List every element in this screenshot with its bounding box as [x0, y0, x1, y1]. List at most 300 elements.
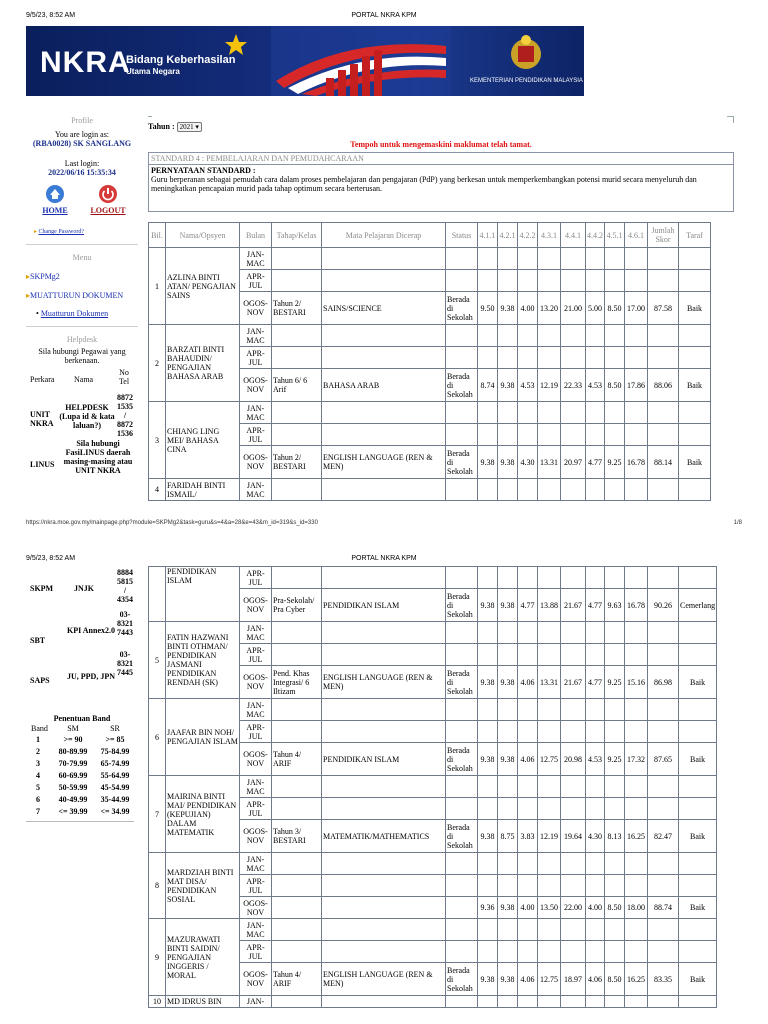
- nama-cell: BARZATI BINTI BAHAUDIN/ PENGAJIAN BAHASA ARAB: [166, 325, 240, 402]
- empty-cell: [322, 798, 446, 820]
- empty-cell: [322, 567, 446, 589]
- banner-line-1: Bidang Keberhasilan: [126, 54, 236, 66]
- empty-cell: [538, 721, 561, 743]
- score-cell: 9.38: [478, 589, 498, 622]
- empty-cell: [478, 402, 498, 424]
- empty-cell: [446, 622, 478, 644]
- empty-cell: [518, 875, 538, 897]
- empty-cell: [272, 402, 322, 424]
- submenu-label[interactable]: Muatturun Dokumen: [40, 309, 109, 318]
- bullet-arrow-icon: ▸: [26, 272, 31, 281]
- empty-cell: [272, 479, 322, 501]
- score-cell: 12.75: [538, 963, 561, 996]
- skpm-tel: 8884 5815 / 4354: [117, 568, 133, 604]
- bil-cell: 9: [149, 919, 166, 996]
- empty-cell: [498, 248, 518, 270]
- empty-cell: [518, 270, 538, 292]
- saps-tel: 03-8321 7445: [117, 650, 133, 677]
- table-row: [149, 248, 711, 270]
- empty-cell: [538, 424, 561, 446]
- empty-cell: [679, 776, 717, 798]
- empty-cell: [538, 644, 561, 666]
- bulan-cell: OGOS-NOV: [240, 369, 272, 402]
- empty-cell: [498, 402, 518, 424]
- bil-cell: 1: [149, 248, 166, 325]
- empty-cell: [586, 919, 605, 941]
- empty-cell: [446, 424, 478, 446]
- empty-cell: [322, 721, 446, 743]
- empty-cell: [561, 325, 586, 347]
- empty-cell: [561, 347, 586, 369]
- bulan-cell: OGOS-NOV: [240, 820, 272, 853]
- subjek-cell: PENDIDIKAN ISLAM: [322, 589, 446, 622]
- linus-name: Sila hubungi FasiLINUS daerah masing-masing atau UNIT NKRA: [63, 439, 133, 475]
- empty-cell: [446, 644, 478, 666]
- menu-item-skpmg2-label[interactable]: SKPMg2: [30, 272, 60, 281]
- empty-cell: [272, 776, 322, 798]
- score-cell: 13.50: [538, 897, 561, 919]
- tahun-label: Tahun :: [148, 122, 175, 131]
- empty-cell: [605, 699, 625, 721]
- empty-cell: [518, 347, 538, 369]
- score-cell: 22.33: [561, 369, 586, 402]
- bulan-cell: JAN-MAC: [240, 325, 272, 347]
- score-cell: 4.30: [586, 820, 605, 853]
- empty-cell: [679, 941, 717, 963]
- score-cell: 9.38: [498, 666, 518, 699]
- empty-cell: [498, 622, 518, 644]
- empty-cell: [518, 721, 538, 743]
- bulan-cell: OGOS-NOV: [240, 897, 272, 919]
- saps-name: JU, PPD, JPN: [67, 672, 115, 681]
- band-row: [30, 782, 136, 794]
- empty-cell: [625, 996, 648, 1008]
- change-password-label[interactable]: Change Password?: [38, 229, 85, 235]
- linus-label: LINUS: [30, 460, 55, 469]
- band-cell: 2: [36, 747, 40, 756]
- band-cell: <= 34.99: [100, 807, 130, 816]
- bil-cell: [149, 567, 166, 622]
- empty-cell: [518, 644, 538, 666]
- empty-cell: [586, 875, 605, 897]
- menu-item-muatturun[interactable]: [26, 291, 138, 300]
- score-cell: 17.32: [625, 743, 648, 776]
- empty-cell: [561, 622, 586, 644]
- home-button[interactable]: [40, 184, 70, 215]
- empty-cell: [586, 424, 605, 446]
- empty-cell: [446, 402, 478, 424]
- empty-cell: [648, 325, 679, 347]
- empty-cell: [538, 325, 561, 347]
- empty-cell: [561, 776, 586, 798]
- empty-cell: [561, 424, 586, 446]
- table-row: [149, 622, 717, 644]
- empty-cell: [605, 996, 625, 1008]
- empty-cell: [538, 270, 561, 292]
- band-cell: 1: [36, 735, 40, 744]
- empty-cell: [648, 941, 679, 963]
- empty-cell: [272, 622, 322, 644]
- jumlah-cell: 82.47: [648, 820, 679, 853]
- empty-cell: [625, 622, 648, 644]
- score-cell: 21.67: [561, 666, 586, 699]
- menu-item-skpmg2[interactable]: [26, 272, 138, 281]
- score-cell: 8.50: [605, 963, 625, 996]
- empty-cell: [446, 776, 478, 798]
- empty-cell: [446, 941, 478, 963]
- empty-cell: [561, 721, 586, 743]
- kelas-cell: Tahun 3/ BESTARI: [272, 820, 322, 853]
- unit-nkra-label: UNIT NKRA: [30, 410, 54, 428]
- empty-cell: [648, 919, 679, 941]
- score-cell: 19.64: [561, 820, 586, 853]
- empty-cell: [498, 776, 518, 798]
- score-cell: 4.77: [586, 589, 605, 622]
- change-password-link[interactable]: [34, 228, 138, 235]
- menu-item-muatturun-label[interactable]: MUATTURUN DOKUMEN: [30, 291, 124, 300]
- empty-cell: [478, 424, 498, 446]
- score-cell: 13.31: [538, 446, 561, 479]
- bulan-cell: JAN-MAC: [240, 248, 272, 270]
- score-cell: 3.83: [518, 820, 538, 853]
- bulan-cell: JAN-MAC: [240, 622, 272, 644]
- score-cell: 9.63: [605, 589, 625, 622]
- empty-cell: [272, 347, 322, 369]
- score-cell: 4.06: [518, 963, 538, 996]
- score-cell: 16.25: [625, 820, 648, 853]
- empty-cell: [586, 479, 605, 501]
- empty-cell: [625, 424, 648, 446]
- menu-heading: Menu: [72, 253, 92, 262]
- kelas-cell: Tahun 2/ BESTARI: [272, 446, 322, 479]
- band-cell: >= 90: [63, 735, 83, 744]
- empty-cell: [648, 622, 679, 644]
- score-cell: 18.97: [561, 963, 586, 996]
- sbt-tel: 03-8321 7443: [117, 610, 133, 637]
- subjek-cell: ENGLISH LANGUAGE (REN & MEN): [322, 963, 446, 996]
- empty-cell: [586, 270, 605, 292]
- jumlah-cell: 87.58: [648, 292, 679, 325]
- score-cell: 4.77: [518, 589, 538, 622]
- score-cell: 4.30: [518, 446, 538, 479]
- score-cell: 9.38: [478, 820, 498, 853]
- table-header-13: 4.6.1: [625, 223, 648, 248]
- status-cell: Berada di Sekolah: [446, 963, 478, 996]
- score-cell: 22.00: [561, 897, 586, 919]
- empty-cell: [648, 875, 679, 897]
- bulan-cell: APR-JUL: [240, 424, 272, 446]
- score-cell: 17.00: [625, 292, 648, 325]
- empty-cell: [586, 644, 605, 666]
- print-title-2: PORTAL NKRA KPM: [351, 555, 417, 562]
- empty-cell: [648, 996, 679, 1008]
- empty-cell: [446, 853, 478, 875]
- bulan-cell: OGOS-NOV: [240, 292, 272, 325]
- score-cell: 18.00: [625, 897, 648, 919]
- score-cell: 8.74: [478, 369, 498, 402]
- skpm-name: JNJK: [74, 584, 94, 593]
- empty-cell: [648, 270, 679, 292]
- band-cell: 3: [36, 759, 40, 768]
- band-col-sr: SR: [110, 724, 120, 733]
- score-cell: 13.20: [538, 292, 561, 325]
- band-cell: 60-69.99: [58, 771, 88, 780]
- taraf-cell: Baik: [679, 446, 711, 479]
- tahun-select[interactable]: [177, 122, 202, 132]
- score-cell: 13.88: [538, 589, 561, 622]
- empty-cell: [561, 941, 586, 963]
- score-cell: 12.19: [538, 369, 561, 402]
- score-cell: 4.77: [586, 446, 605, 479]
- empty-cell: [446, 721, 478, 743]
- bulan-cell: APR-JUL: [240, 270, 272, 292]
- sbt-label: SBT: [30, 636, 46, 645]
- score-cell: 16.25: [625, 963, 648, 996]
- band-cell: 6: [36, 795, 40, 804]
- bulan-cell: JAN-MAC: [240, 776, 272, 798]
- table-header-7: 4.2.1: [498, 223, 518, 248]
- empty-cell: [586, 325, 605, 347]
- table-header-11: 4.4.2: [586, 223, 605, 248]
- flag-stripes-graphic: [225, 26, 451, 96]
- score-cell: 17.86: [625, 369, 648, 402]
- score-cell: 9.38: [498, 897, 518, 919]
- empty-cell: [586, 347, 605, 369]
- empty-cell: [586, 248, 605, 270]
- empty-cell: [446, 479, 478, 501]
- empty-cell: [322, 996, 446, 1008]
- empty-cell: [446, 567, 478, 589]
- kelas-cell: Pra-Sekolah/ Pra Cyber: [272, 589, 322, 622]
- print-page: 1/8: [733, 520, 742, 526]
- empty-cell: [625, 248, 648, 270]
- bulan-cell: JAN-MAC: [240, 853, 272, 875]
- empty-cell: [605, 721, 625, 743]
- helpdesk-intro: Sila hubungi Pegawai yang berkenaan.: [38, 347, 126, 365]
- empty-cell: [446, 325, 478, 347]
- empty-cell: [498, 567, 518, 589]
- empty-cell: [679, 402, 711, 424]
- score-cell: 12.75: [538, 743, 561, 776]
- score-cell: 4.53: [586, 743, 605, 776]
- print-datetime-2: 9/5/23, 8:52 AM: [26, 555, 76, 562]
- bulan-cell: OGOS-NOV: [240, 446, 272, 479]
- print-url: https://nkra.moe.gov.my/mainpage.php?module=SKPMg2&task=guru&s=4&a=28&e=43&m_id=319&s_id=330: [26, 520, 318, 526]
- empty-cell: [478, 798, 498, 820]
- subjek-cell: PENDIDIKAN ISLAM: [322, 743, 446, 776]
- score-cell: 4.53: [518, 369, 538, 402]
- submenu-muatturun-dokumen[interactable]: [36, 309, 138, 318]
- empty-cell: [272, 567, 322, 589]
- band-cell: 4: [36, 771, 40, 780]
- empty-cell: [478, 853, 498, 875]
- band-row: [30, 746, 136, 758]
- table-header-row: [149, 223, 711, 248]
- empty-cell: [561, 402, 586, 424]
- taraf-cell: Baik: [679, 743, 717, 776]
- bil-cell: 6: [149, 699, 166, 776]
- score-cell: 8.75: [498, 820, 518, 853]
- nama-cell: MAIRINA BINTI MAI/ PENDIDIKAN (KEPUJIAN) DALAM MATEMATIK: [166, 776, 240, 853]
- empty-cell: [538, 402, 561, 424]
- unit-nkra-name: HELPDESK (Lupa id & kata laluan?): [59, 403, 115, 430]
- score-cell: 9.25: [605, 446, 625, 479]
- score-cell: 9.38: [478, 963, 498, 996]
- score-cell: 4.77: [586, 666, 605, 699]
- empty-cell: [648, 402, 679, 424]
- score-cell: 8.50: [605, 292, 625, 325]
- bulan-cell: JAN-MAC: [240, 699, 272, 721]
- empty-cell: [322, 875, 446, 897]
- empty-cell: [605, 644, 625, 666]
- bulan-cell: APR-JUL: [240, 875, 272, 897]
- band-heading: Penentuan Band: [53, 714, 111, 723]
- score-cell: 9.36: [478, 897, 498, 919]
- empty-cell: [272, 721, 322, 743]
- empty-cell: [586, 622, 605, 644]
- band-col-sm: SM: [67, 724, 79, 733]
- empty-cell: [498, 325, 518, 347]
- band-cell: 5: [36, 783, 40, 792]
- empty-cell: [679, 347, 711, 369]
- empty-cell: [679, 479, 711, 501]
- logout-button[interactable]: [88, 184, 128, 215]
- score-cell: 8.50: [605, 897, 625, 919]
- saps-label: SAPS: [30, 676, 50, 685]
- guru-score-table-cont: [148, 566, 717, 1008]
- empty-cell: [498, 479, 518, 501]
- empty-cell: [446, 996, 478, 1008]
- table-row: [149, 853, 717, 875]
- standard-title: STANDARD 4 : PEMBELAJARAN DAN PEMUDAHCARAAN: [149, 153, 733, 165]
- empty-cell: [272, 424, 322, 446]
- band-cell: 55-64.99: [100, 771, 130, 780]
- empty-cell: [272, 853, 322, 875]
- bil-cell: 4: [149, 479, 166, 501]
- empty-cell: [322, 644, 446, 666]
- bulan-cell: OGOS-NOV: [240, 589, 272, 622]
- band-cell: 45-54.99: [100, 783, 130, 792]
- empty-cell: [648, 853, 679, 875]
- penentuan-band: [26, 714, 138, 822]
- empty-cell: [605, 853, 625, 875]
- empty-cell: [478, 776, 498, 798]
- empty-cell: [518, 941, 538, 963]
- table-header-15: Taraf: [679, 223, 711, 248]
- empty-cell: [272, 875, 322, 897]
- empty-cell: [625, 644, 648, 666]
- empty-cell: [561, 644, 586, 666]
- last-login-value: 2022/06/16 15:35:34: [48, 168, 116, 177]
- bulan-cell: OGOS-NOV: [240, 963, 272, 996]
- guru-score-table: [148, 222, 711, 501]
- bil-cell: 5: [149, 622, 166, 699]
- col-nama: Nama: [74, 375, 94, 384]
- empty-cell: [478, 699, 498, 721]
- nama-cell: AZLINA BINTI ATAN/ PENGAJIAN SAINS: [166, 248, 240, 325]
- helpdesk-table: [26, 367, 138, 477]
- empty-cell: [561, 479, 586, 501]
- empty-cell: [679, 919, 717, 941]
- score-cell: 5.00: [586, 292, 605, 325]
- empty-cell: [518, 325, 538, 347]
- bulan-cell: APR-JUL: [240, 941, 272, 963]
- empty-cell: [322, 424, 446, 446]
- bulan-cell: APR-JUL: [240, 721, 272, 743]
- empty-cell: [679, 721, 717, 743]
- jumlah-cell: 88.74: [648, 897, 679, 919]
- print-title: PORTAL NKRA KPM: [351, 12, 417, 19]
- empty-cell: [322, 699, 446, 721]
- empty-cell: [605, 919, 625, 941]
- empty-cell: [322, 853, 446, 875]
- empty-cell: [625, 479, 648, 501]
- empty-cell: [586, 567, 605, 589]
- empty-cell: [625, 325, 648, 347]
- last-login-label: Last login:: [64, 159, 100, 168]
- chevron-down-icon: ▾: [195, 123, 199, 131]
- score-cell: 9.38: [498, 963, 518, 996]
- empty-cell: [605, 248, 625, 270]
- empty-cell: [538, 919, 561, 941]
- table-header-12: 4.5.1: [605, 223, 625, 248]
- bulan-cell: APR-JUL: [240, 644, 272, 666]
- empty-cell: [446, 699, 478, 721]
- bil-cell: 8: [149, 853, 166, 919]
- band-cell: 35-44.99: [100, 795, 130, 804]
- empty-cell: [679, 567, 717, 589]
- score-cell: 9.38: [498, 589, 518, 622]
- empty-cell: [518, 424, 538, 446]
- empty-cell: [605, 941, 625, 963]
- score-cell: 9.38: [498, 369, 518, 402]
- empty-cell: [625, 776, 648, 798]
- empty-cell: [498, 853, 518, 875]
- taraf-cell: Baik: [679, 820, 717, 853]
- empty-cell: [586, 776, 605, 798]
- empty-cell: [478, 919, 498, 941]
- status-cell: Berada di Sekolah: [446, 369, 478, 402]
- empty-cell: [625, 875, 648, 897]
- sidebar-helpdesk-cont: [26, 568, 138, 728]
- kelas-cell: Tahun 4/ ARIF: [272, 963, 322, 996]
- table-row: [149, 567, 717, 589]
- empty-cell: [586, 996, 605, 1008]
- empty-cell: [561, 798, 586, 820]
- status-cell: Berada di Sekolah: [446, 666, 478, 699]
- score-cell: 9.25: [605, 743, 625, 776]
- score-cell: 21.67: [561, 589, 586, 622]
- logout-link-label[interactable]: LOGOUT: [90, 206, 126, 215]
- nama-cell: FARIDAH BINTI ISMAIL/: [166, 479, 240, 501]
- home-link-label[interactable]: HOME: [42, 206, 68, 215]
- empty-cell: [561, 699, 586, 721]
- empty-cell: [586, 721, 605, 743]
- empty-cell: [478, 875, 498, 897]
- empty-cell: [648, 776, 679, 798]
- jumlah-cell: 86.98: [648, 666, 679, 699]
- empty-cell: [538, 941, 561, 963]
- empty-cell: [625, 270, 648, 292]
- empty-cell: [679, 875, 717, 897]
- band-row: [30, 806, 136, 818]
- empty-cell: [625, 699, 648, 721]
- empty-cell: [605, 270, 625, 292]
- col-notel: No Tel: [118, 368, 130, 386]
- empty-cell: [272, 919, 322, 941]
- empty-cell: [322, 622, 446, 644]
- empty-cell: [478, 941, 498, 963]
